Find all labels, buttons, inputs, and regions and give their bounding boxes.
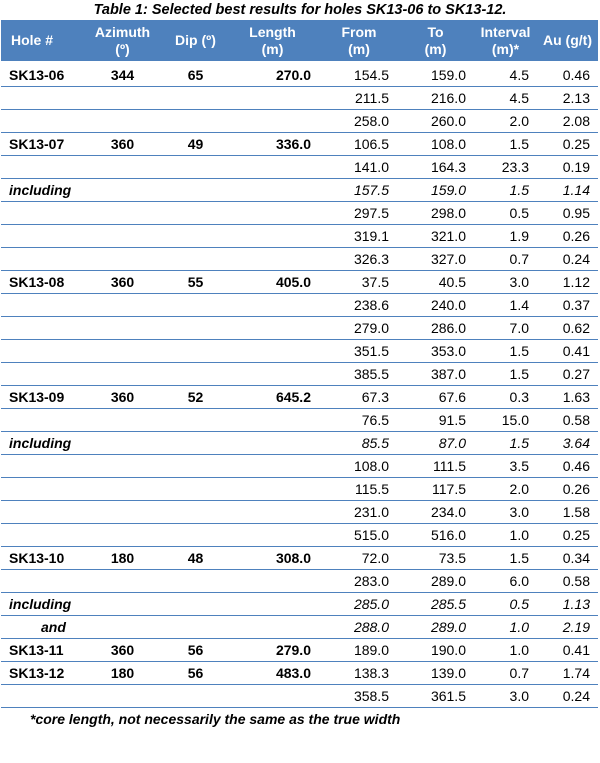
cell-length [224,248,321,271]
cell-au: 0.41 [537,340,598,363]
cell-from: 138.3 [321,662,397,685]
cell-au: 0.46 [537,455,598,478]
cell-from: 157.5 [321,179,397,202]
cell-to: 91.5 [397,409,474,432]
cell-interval: 3.0 [474,685,537,708]
cell-from: 285.0 [321,593,397,616]
cell-length [224,225,321,248]
table-row-sub [1,179,598,202]
cell-to: 387.0 [397,363,474,386]
cell-hole: SK13-11 [1,639,78,662]
cell-interval: 1.5 [474,340,537,363]
table-row [1,639,598,662]
cell-length: 308.0 [224,547,321,570]
cell-to: 353.0 [397,340,474,363]
cell-to: 40.5 [397,271,474,294]
cell-interval: 1.0 [474,639,537,662]
footnote: *core length, not necessarily the same as the true width [30,711,401,727]
cell-length: 336.0 [224,133,321,156]
cell-to: 234.0 [397,501,474,524]
table-row [1,386,598,409]
cell-azimuth: 360 [78,386,167,409]
cell-from: 279.0 [321,317,397,340]
cell-hole [1,87,78,110]
cell-length [224,455,321,478]
header-to: To (m) [397,20,474,63]
cell-from: 238.6 [321,294,397,317]
cell-dip [167,110,224,133]
cell-to: 516.0 [397,524,474,547]
cell-length [224,110,321,133]
table-row [1,202,598,225]
table-header [1,20,598,63]
cell-hole: SK13-10 [1,547,78,570]
table-caption: Table 1: Selected best results for holes SK13-06 to SK13-12. [93,2,507,18]
header-length: Length (m) [224,20,321,63]
cell-from: 154.5 [321,63,397,87]
cell-au: 1.14 [537,179,598,202]
cell-azimuth: 360 [78,639,167,662]
cell-length [224,363,321,386]
cell-azimuth [78,524,167,547]
cell-interval: 4.5 [474,63,537,87]
header-interval: Interval (m)* [474,20,537,63]
cell-interval: 1.0 [474,616,537,639]
cell-to: 159.0 [397,179,474,202]
cell-dip [167,363,224,386]
cell-interval: 15.0 [474,409,537,432]
cell-hole [1,524,78,547]
cell-dip [167,317,224,340]
cell-dip [167,524,224,547]
cell-from: 72.0 [321,547,397,570]
table-row [1,133,598,156]
table-row [1,455,598,478]
header-from: From (m) [321,20,397,63]
cell-from: 351.5 [321,340,397,363]
cell-hole: SK13-07 [1,133,78,156]
cell-hole [1,248,78,271]
cell-azimuth [78,409,167,432]
cell-to: 289.0 [397,616,474,639]
cell-from: 231.0 [321,501,397,524]
cell-azimuth [78,363,167,386]
cell-au: 1.74 [537,662,598,685]
cell-from: 283.0 [321,570,397,593]
cell-dip: 55 [167,271,224,294]
cell-interval: 3.0 [474,501,537,524]
table-row [1,501,598,524]
cell-azimuth: 360 [78,133,167,156]
cell-hole [1,317,78,340]
cell-hole [1,225,78,248]
cell-dip: 49 [167,133,224,156]
table-row-sub [1,616,598,639]
cell-to: 108.0 [397,133,474,156]
cell-interval: 1.5 [474,432,537,455]
cell-length [224,409,321,432]
cell-dip [167,409,224,432]
cell-au: 0.46 [537,63,598,87]
cell-interval: 1.4 [474,294,537,317]
table-row [1,248,598,271]
cell-hole [1,294,78,317]
cell-dip [167,179,224,202]
cell-length [224,570,321,593]
cell-azimuth [78,202,167,225]
cell-dip [167,616,224,639]
table-row [1,340,598,363]
table-row [1,294,598,317]
cell-au: 1.13 [537,593,598,616]
cell-dip [167,593,224,616]
cell-hole: SK13-12 [1,662,78,685]
cell-length [224,685,321,708]
cell-to: 67.6 [397,386,474,409]
cell-dip [167,202,224,225]
table-row [1,87,598,110]
cell-length [224,294,321,317]
cell-to: 285.5 [397,593,474,616]
cell-hole: SK13-08 [1,271,78,294]
cell-from: 37.5 [321,271,397,294]
cell-dip [167,478,224,501]
cell-to: 87.0 [397,432,474,455]
cell-hole [1,455,78,478]
cell-length: 279.0 [224,639,321,662]
cell-interval: 6.0 [474,570,537,593]
cell-au: 0.24 [537,685,598,708]
cell-au: 3.64 [537,432,598,455]
cell-interval: 7.0 [474,317,537,340]
cell-hole [1,110,78,133]
cell-from: 515.0 [321,524,397,547]
cell-from: 288.0 [321,616,397,639]
cell-azimuth [78,225,167,248]
cell-au: 0.25 [537,133,598,156]
table-row [1,409,598,432]
cell-au: 0.58 [537,409,598,432]
cell-to: 190.0 [397,639,474,662]
cell-azimuth: 180 [78,662,167,685]
table-row [1,225,598,248]
cell-dip [167,156,224,179]
cell-dip: 65 [167,63,224,87]
table-row [1,363,598,386]
cell-azimuth [78,156,167,179]
cell-au: 2.19 [537,616,598,639]
table-row [1,156,598,179]
table-row [1,662,598,685]
cell-interval: 3.0 [474,271,537,294]
cell-to: 139.0 [397,662,474,685]
table-row-sub [1,593,598,616]
sub-interval-label: including [1,179,167,202]
cell-to: 327.0 [397,248,474,271]
table-row [1,63,598,87]
cell-au: 0.25 [537,524,598,547]
cell-from: 385.5 [321,363,397,386]
cell-interval: 2.0 [474,110,537,133]
cell-to: 159.0 [397,63,474,87]
cell-interval: 1.5 [474,363,537,386]
cell-length [224,616,321,639]
cell-interval: 1.0 [474,524,537,547]
cell-interval: 0.5 [474,593,537,616]
cell-hole [1,202,78,225]
cell-azimuth [78,478,167,501]
cell-au: 0.41 [537,639,598,662]
cell-to: 216.0 [397,87,474,110]
cell-from: 106.5 [321,133,397,156]
cell-hole: SK13-09 [1,386,78,409]
cell-au: 0.26 [537,225,598,248]
cell-dip [167,685,224,708]
table-row [1,478,598,501]
cell-length [224,156,321,179]
header-azimuth: Azimuth (º) [78,20,167,63]
cell-length [224,340,321,363]
cell-dip [167,248,224,271]
cell-from: 358.5 [321,685,397,708]
cell-interval: 0.7 [474,248,537,271]
cell-azimuth [78,317,167,340]
cell-au: 0.24 [537,248,598,271]
cell-from: 326.3 [321,248,397,271]
cell-au: 0.62 [537,317,598,340]
cell-au: 0.26 [537,478,598,501]
sub-interval-label: including [1,593,167,616]
cell-azimuth [78,294,167,317]
cell-interval: 1.9 [474,225,537,248]
cell-to: 240.0 [397,294,474,317]
cell-from: 258.0 [321,110,397,133]
cell-length [224,478,321,501]
cell-au: 0.34 [537,547,598,570]
cell-interval: 23.3 [474,156,537,179]
cell-from: 115.5 [321,478,397,501]
cell-to: 298.0 [397,202,474,225]
cell-azimuth [78,501,167,524]
cell-to: 286.0 [397,317,474,340]
cell-dip [167,501,224,524]
cell-to: 117.5 [397,478,474,501]
cell-interval: 1.5 [474,179,537,202]
cell-from: 211.5 [321,87,397,110]
cell-hole [1,570,78,593]
cell-length [224,179,321,202]
cell-hole [1,501,78,524]
cell-azimuth: 180 [78,547,167,570]
cell-to: 111.5 [397,455,474,478]
cell-interval: 0.3 [474,386,537,409]
cell-dip [167,225,224,248]
table-row [1,317,598,340]
cell-length: 270.0 [224,63,321,87]
cell-au: 1.58 [537,501,598,524]
cell-hole [1,363,78,386]
cell-length [224,432,321,455]
cell-to: 321.0 [397,225,474,248]
table-row [1,524,598,547]
table-row-sub [1,432,598,455]
cell-interval: 2.0 [474,478,537,501]
cell-interval: 1.5 [474,133,537,156]
cell-azimuth: 360 [78,271,167,294]
sub-interval-label: and [1,616,167,639]
header-hole: Hole # [1,20,78,63]
header-row [1,20,598,63]
cell-from: 189.0 [321,639,397,662]
cell-dip [167,570,224,593]
cell-length: 405.0 [224,271,321,294]
cell-dip [167,294,224,317]
cell-au: 2.08 [537,110,598,133]
cell-interval: 0.7 [474,662,537,685]
cell-au: 1.63 [537,386,598,409]
table-row [1,570,598,593]
cell-to: 289.0 [397,570,474,593]
cell-length [224,501,321,524]
cell-azimuth [78,455,167,478]
cell-from: 85.5 [321,432,397,455]
cell-au: 0.58 [537,570,598,593]
cell-azimuth [78,685,167,708]
cell-au: 0.95 [537,202,598,225]
cell-hole [1,685,78,708]
sub-interval-label: including [1,432,167,455]
cell-length: 645.2 [224,386,321,409]
table-row [1,547,598,570]
cell-to: 73.5 [397,547,474,570]
cell-dip: 48 [167,547,224,570]
cell-au: 0.19 [537,156,598,179]
header-dip: Dip (º) [167,20,224,63]
cell-length [224,202,321,225]
cell-length [224,593,321,616]
cell-dip [167,87,224,110]
cell-dip [167,432,224,455]
cell-interval: 3.5 [474,455,537,478]
cell-au: 0.27 [537,363,598,386]
cell-azimuth [78,340,167,363]
table-row [1,685,598,708]
cell-dip: 56 [167,639,224,662]
cell-azimuth [78,570,167,593]
cell-hole [1,409,78,432]
cell-au: 2.13 [537,87,598,110]
cell-dip: 52 [167,386,224,409]
cell-to: 361.5 [397,685,474,708]
cell-length [224,524,321,547]
cell-dip: 56 [167,662,224,685]
cell-to: 260.0 [397,110,474,133]
cell-au: 1.12 [537,271,598,294]
cell-dip [167,340,224,363]
cell-length [224,317,321,340]
cell-hole [1,340,78,363]
cell-interval: 1.5 [474,547,537,570]
cell-length: 483.0 [224,662,321,685]
cell-interval: 0.5 [474,202,537,225]
cell-length [224,87,321,110]
cell-au: 0.37 [537,294,598,317]
table-row [1,271,598,294]
table-row [1,110,598,133]
cell-azimuth [78,87,167,110]
cell-azimuth: 344 [78,63,167,87]
cell-hole [1,478,78,501]
cell-from: 108.0 [321,455,397,478]
cell-from: 297.5 [321,202,397,225]
header-au: Au (g/t) [537,20,598,63]
drill-results-table [1,20,598,708]
cell-dip [167,455,224,478]
cell-from: 141.0 [321,156,397,179]
table-body [1,63,598,708]
cell-hole [1,156,78,179]
cell-azimuth [78,110,167,133]
cell-azimuth [78,248,167,271]
cell-from: 76.5 [321,409,397,432]
cell-to: 164.3 [397,156,474,179]
cell-interval: 4.5 [474,87,537,110]
cell-from: 67.3 [321,386,397,409]
cell-hole: SK13-06 [1,63,78,87]
cell-from: 319.1 [321,225,397,248]
